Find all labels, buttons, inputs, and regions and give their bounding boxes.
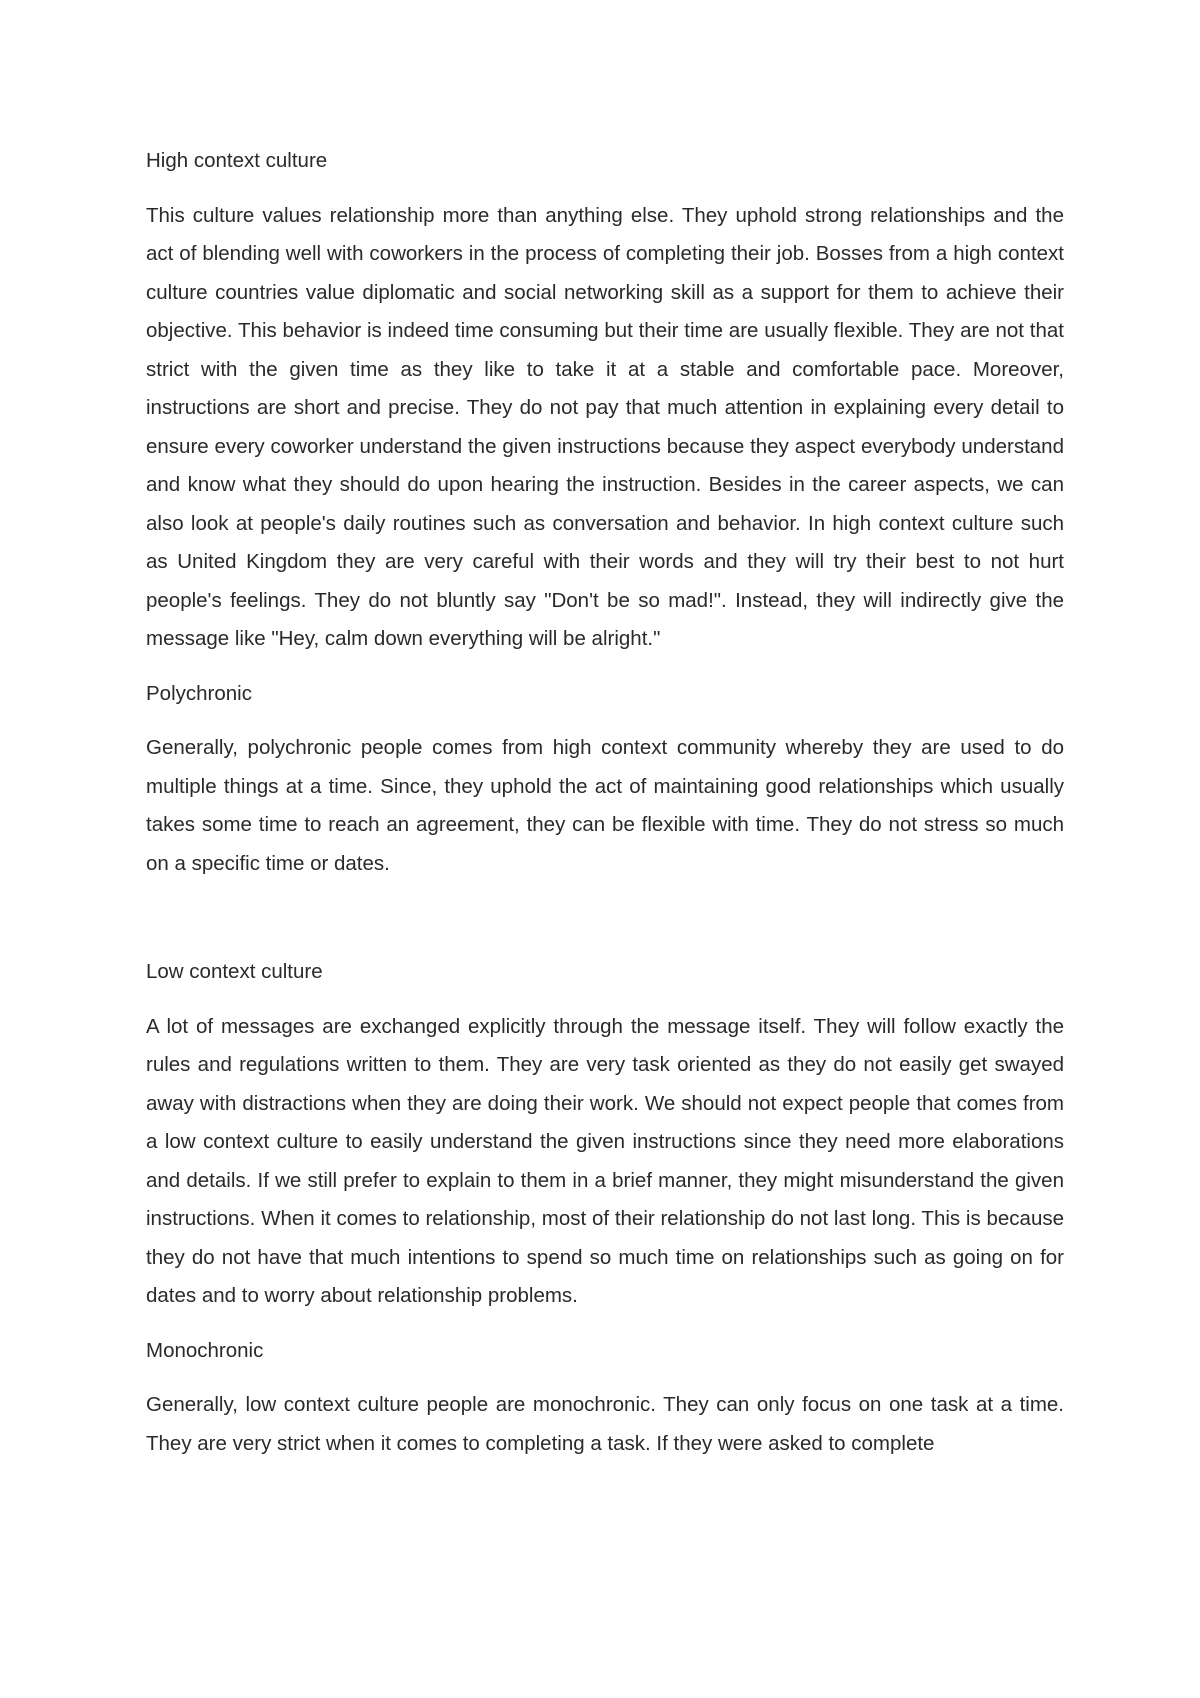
- section-paragraph-high-context: This culture values relationship more than anything else. They uphold strong relationships and the act of blending well with coworkers in the process of completing their job. Bosses from a high context culture countries value diplomatic and social networking skill as a support for them to achieve their objective. This behavior is indeed time consuming but their time are usually flexible. They are not that strict with the given time as they like to take it at a stable and comfortable pace. Moreover, instructions are short and precise. They do not pay that much attention in explaining every detail to ensure every coworker understand the given instructions because they aspect everybody understand and know what they should do upon hearing the instruction. Besides in the career aspects, we can also look at people's daily routines such as conversation and behavior. In high context culture such as United Kingdom they are very careful with their words and they will try their best to not hurt people's feelings. They do not bluntly say "Don't be so mad!". Instead, they will indirectly give the message like "Hey, calm down everything will be alright.": [146, 203, 1064, 650]
- section-heading-low-context: Low context culture: [146, 960, 323, 983]
- section-heading-polychronic: Polychronic: [146, 681, 252, 705]
- blank-spacer: [146, 899, 1064, 953]
- document-body: [146, 142, 1064, 1479]
- section-paragraph-low-context: A lot of messages are exchanged explicitly through the message itself. They will follow exactly the rules and regulations written to them. They are very task oriented as they do not easily get swayed away with distractions when they are doing their work. We should not expect people that comes from a low context culture to easily understand the given instructions since they need more elaborations and details. If we still prefer to explain to them in a brief manner, they might misunderstand the given instructions. When it comes to relationship, most of their relationship do not last long. This is because they do not have that much intentions to spend so much time on relationships such as going on for dates and to worry about relationship problems.: [146, 1014, 1064, 1307]
- section-paragraph-monochronic: Generally, low context culture people are monochronic. They can only focus on one task at a time. They are very strict when it comes to completing a task. If they were asked to complete: [146, 1393, 1064, 1455]
- section-paragraph-polychronic: Generally, polychronic people comes from high context community whereby they are used to do multiple things at a time. Since, they uphold the act of maintaining good relationships which usually takes some time to reach an agreement, they can be flexible with time. They do not stress so much on a specific time or dates.: [146, 736, 1064, 875]
- section-heading-high-context: High context culture: [146, 149, 328, 172]
- section-heading-monochronic: Monochronic: [146, 1338, 264, 1362]
